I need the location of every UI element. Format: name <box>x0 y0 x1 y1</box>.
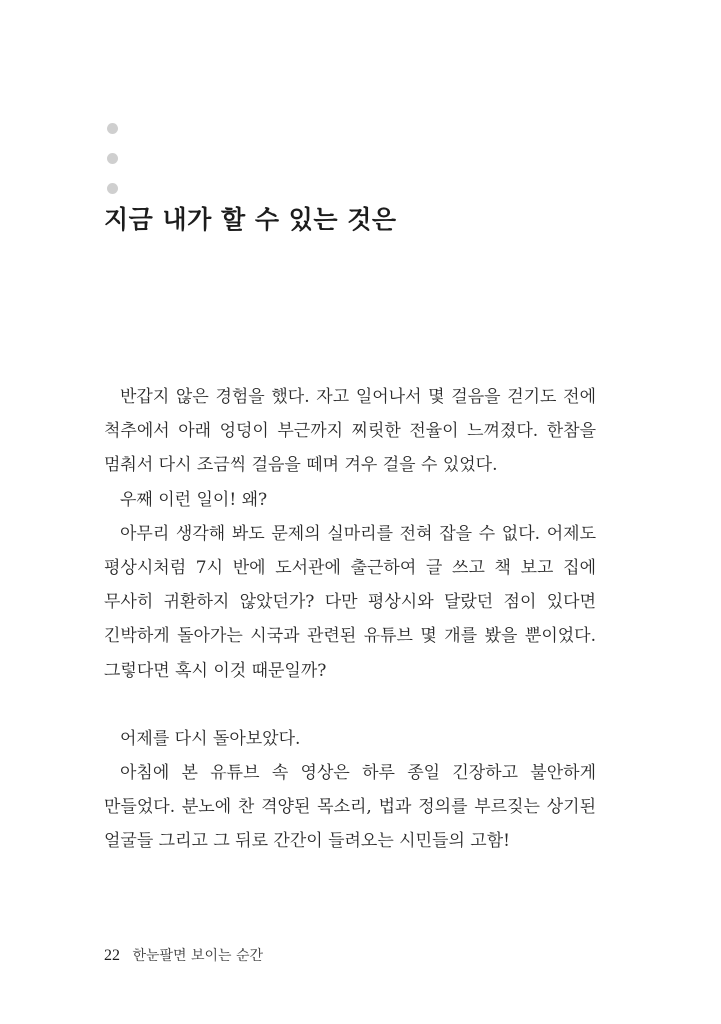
body-paragraph: 아침에 본 유튜브 속 영상은 하루 종일 긴장하고 불안하게 만들었다. 분노에 찬 격양된 목소리, 법과 정의를 부르짖는 상기된 얼굴들 그리고 그 뒤로 간간이 들려오는 시민들의 고함! <box>104 763 596 852</box>
body-paragraph: 어제를 다시 돌아보았다. <box>120 728 301 749</box>
page-number: 22 <box>104 947 120 964</box>
body-paragraph: 반갑지 않은 경험을 했다. 자고 일어나서 몇 걸음을 걷기도 전에 척추에서 아래 엉덩이 부근까지 찌릿한 전율이 느껴졌다. 한참을 멈춰서 다시 조금씩 걸음을 떼며 겨우 걸을 수 있었다. <box>104 387 596 476</box>
body-text <box>104 380 596 859</box>
ornament-dot-icon <box>107 123 118 134</box>
page-footer <box>104 945 263 965</box>
body-paragraph: 우째 이런 일이! 왜? <box>120 489 268 510</box>
paragraph-gap <box>104 688 596 722</box>
running-title: 한눈팔면 보이는 순간 <box>132 948 264 964</box>
ornament-dot-icon <box>107 183 118 194</box>
body-paragraph: 아무리 생각해 봐도 문제의 실마리를 전혀 잡을 수 없다. 어제도 평상시처럼 7시 반에 도서관에 출근하여 글 쓰고 책 보고 집에 무사히 귀환하지 않았던가? 다만 평상시와 달랐던 점이 있다면 긴박하게 돌아가는 시국과 관련된 유튜브 몇 개를 봤을 뿐이었다. 그렇다면 혹시 이것 때문일까? <box>104 523 596 681</box>
ornament-dot-icon <box>107 153 118 164</box>
chapter-title: 지금 내가 할 수 있는 것은 <box>104 205 397 234</box>
